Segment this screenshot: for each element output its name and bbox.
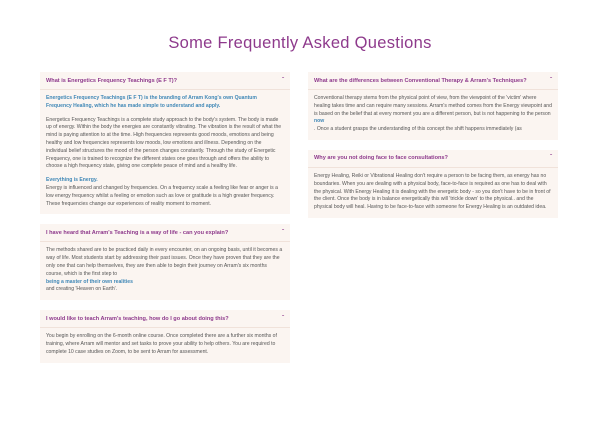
faq-answer-paragraph: [46, 247, 284, 294]
faq-answer-paragraph: [46, 177, 284, 208]
faq-answer-face-to-face: [308, 168, 558, 218]
chevron-up-icon[interactable]: ˆ: [282, 315, 284, 322]
faq-item-way-of-life: [40, 224, 290, 300]
faq-item-face-to-face: [308, 150, 558, 218]
faq-question-teach[interactable]: [40, 310, 290, 328]
faq-answer-highlight: Energetics Frequency Teachings (E F T) is the branding of Arram Kong's own Quantum Frequency Healing, which he has made simple to understand and apply.: [46, 95, 257, 109]
faq-answer-text: Energy is influenced and changed by frequencies. On a frequency scale a feeling like fear or anger is a low energy frequency whilst a feeling or emotion such as love or gratitude is a high greater frequency. These frequencies change our experiences of reality moment to moment.: [46, 184, 278, 207]
faq-item-teach: [40, 310, 290, 362]
faq-answer-differences: [308, 90, 558, 140]
faq-item-eft: [40, 72, 290, 214]
faq-answer-highlight: being a master of their own realities: [46, 278, 133, 285]
chevron-up-icon[interactable]: ˆ: [550, 155, 552, 162]
faq-answer-paragraph: [314, 95, 552, 134]
faq-item-differences: [308, 72, 558, 140]
faq-question-text: Why are you not doing face to face consultations?: [314, 155, 448, 162]
faq-answer-highlight: Everything is Energy.: [46, 177, 98, 184]
faq-answer-paragraph: Energetics Frequency Teachings is a complete study approach to the body's system. The body is made up of energy. Within the body the energies are constantly vibrating. The vibration is the result of what the mind is paying attention to at the time. High frequencies represents good moods, emotions and being healthy and low frequencies represents low moods, low emotions and illness. Depending on the individual belief structures the mood of the person changes constantly. Through the study of Energetic Frequency, one is trained to recognize the different states one goes through and offers the ability to choose a high frequency state, giving one complete peace of mind and a healthy life.: [46, 116, 282, 170]
faq-question-eft[interactable]: [40, 72, 290, 90]
faq-answer-text: . Once a student grasps the understanding of this concept the shift happens immediately (as: [314, 126, 522, 133]
chevron-up-icon[interactable]: ˆ: [550, 77, 552, 84]
chevron-up-icon[interactable]: ˆ: [282, 229, 284, 236]
page-title: Some Frequently Asked Questions: [168, 34, 432, 52]
faq-question-text: I would like to teach Arram's teaching, how do I go about doing this?: [46, 315, 229, 322]
faq-answer-text: The methods shared are to be practiced daily in every encounter, on an ongoing basis, until it becomes a way of life. Most students start by addressing their past issues. Once they have proven that they are the only one that can help themselves, they are then able to begin their journey on Arram's six months course, which is the first step to: [46, 247, 283, 277]
faq-answer-paragraph: You begin by enrolling on the 6-month online course. Once completed there are a further six months of training, where Arram will mentor and set tasks to prove your ability to help others. You are required to complete 10 case studies on Zoom, to be sent to Arram for assessment.: [46, 333, 277, 355]
faq-question-way-of-life[interactable]: [40, 224, 290, 242]
faq-question-differences[interactable]: [308, 72, 558, 90]
faq-question-text: I have heard that Arram's Teaching is a way of life - can you explain?: [46, 229, 229, 236]
faq-answer-text: Conventional therapy stems from the physical point of view, from the viewpoint of the 'victim' where healing takes time and can require many sessions. Arram's method comes from the Energy viewpoint and is based on the belief that at every moment you are a different person, but is not happening to the person: [314, 95, 552, 117]
faq-question-face-to-face[interactable]: [308, 150, 558, 168]
faq-answer-eft: [40, 90, 290, 214]
faq-column-left: [40, 72, 290, 373]
chevron-up-icon[interactable]: ˆ: [282, 77, 284, 84]
faq-answer-teach: [40, 328, 290, 362]
faq-question-text: What is Energetics Frequency Teachings (E F T)?: [46, 77, 178, 84]
faq-answer-paragraph: Energy Healing, Reiki or Vibrational Healing don't require a person to be facing them, as energy has no boundaries. When you are dealing with a physical body, face-to-face is required as one has to deal with the physical. With Energy Healing it is dealing with the energetic body - so you don't have to be in front of the client. Once the body is in balance energetically this will 'trickle down' to the physical.. and the physical body will heal. Having to be face-to-face with someone for Energy Healing is an outdated idea.: [314, 172, 551, 211]
faq-answer-highlight: now: [314, 118, 325, 125]
faq-answer-way-of-life: [40, 242, 290, 300]
faq-question-text: What are the differences between Conventional Therapy & Arram's Techniques?: [314, 77, 527, 84]
faq-column-right: [308, 72, 558, 228]
faq-answer-text: and creating 'Heaven on Earth'.: [46, 286, 118, 293]
